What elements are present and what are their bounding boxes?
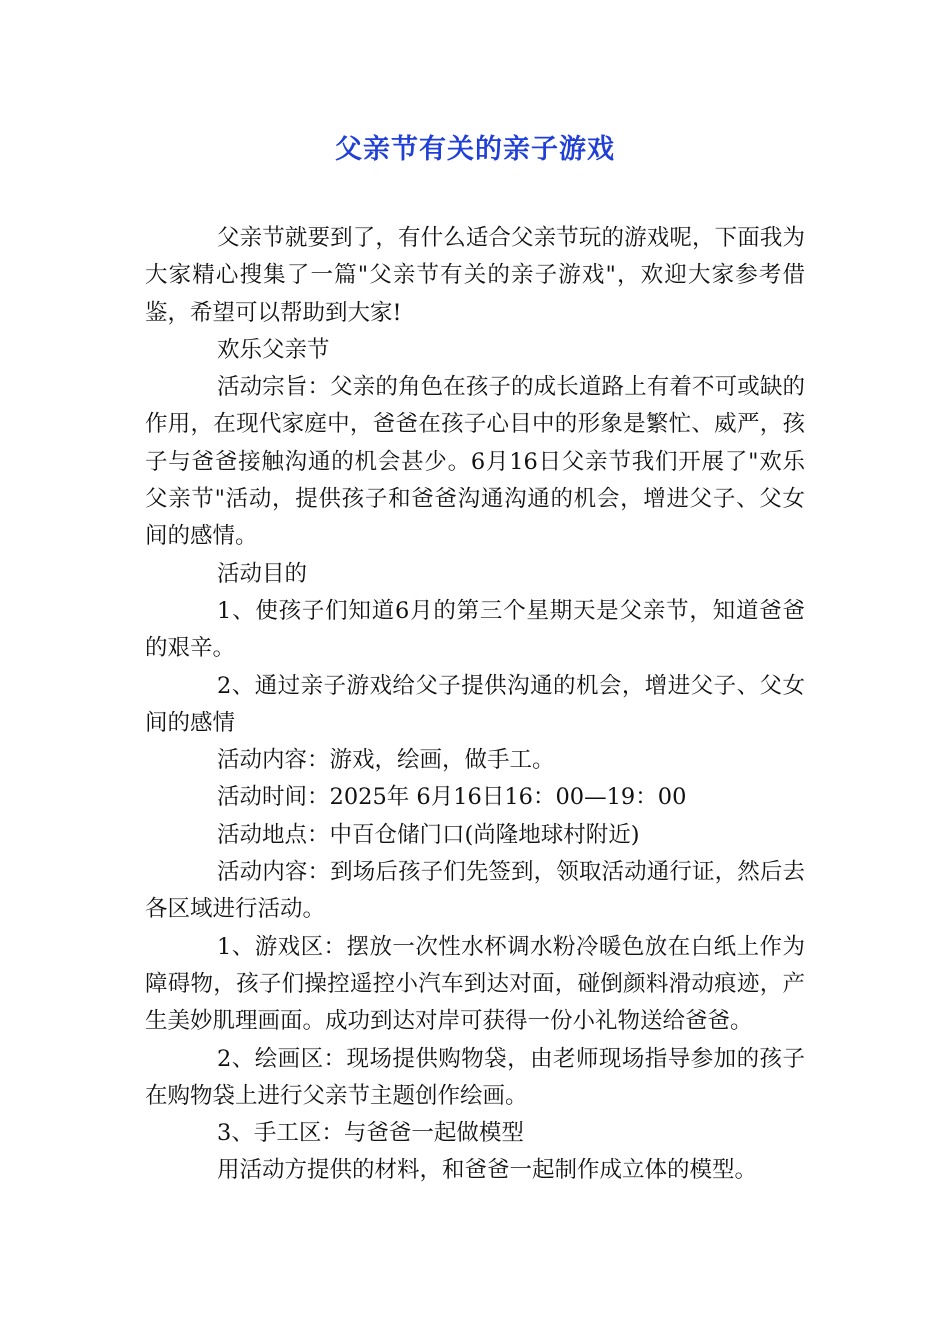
paragraph-purpose: 活动宗旨：父亲的角色在孩子的成长道路上有着不可或缺的作用，在现代家庭中，爸爸在孩子心目中的形象是繁忙、威严，孩子与爸爸接触沟通的机会甚少。6月16日父亲节我们开展了"欢乐父亲节"活动，提供孩子和爸爸沟通沟通的机会，增进父子、父女间的感情。 [145, 374, 805, 550]
paragraph-subtitle: 欢乐父亲节 [217, 336, 330, 363]
paragraph-time: 活动时间：2025年 6月16日16：00—19：00 [217, 784, 687, 811]
paragraph-goal-2: 2、通过亲子游戏给父子提供沟通的机会，增进父子、父女间的感情 [145, 672, 805, 736]
paragraph-content-detail: 活动内容：到场后孩子们先签到，领取活动通行证，然后去各区域进行活动。 [145, 859, 805, 923]
paragraph-location: 活动地点：中百仓储门口(尚隆地球村附近) [217, 821, 640, 848]
document-title: 父亲节有关的亲子游戏 [335, 134, 615, 165]
paragraph-content: 活动内容：游戏，绘画，做手工。 [217, 747, 555, 774]
paragraph-craft-area: 3、手工区：与爸爸一起做模型 [217, 1120, 524, 1147]
paragraph-goal-1: 1、使孩子们知道6月的第三个星期天是父亲节，知道爸爸的艰辛。 [145, 597, 805, 662]
paragraph-intro: 父亲节就要到了，有什么适合父亲节玩的游戏呢，下面我为大家精心搜集了一篇"父亲节有关的亲子游戏"，欢迎大家参考借鉴，希望可以帮助到大家! [145, 225, 805, 326]
paragraph-drawing-area: 2、绘画区：现场提供购物袋，由老师现场指导参加的孩子在购物袋上进行父亲节主题创作绘画。 [145, 1045, 805, 1109]
paragraph-goal-heading: 活动目的 [217, 560, 308, 587]
document-body [145, 220, 805, 1190]
paragraph-craft-detail: 用活动方提供的材料，和爸爸一起制作成立体的模型。 [217, 1157, 758, 1184]
paragraph-game-area: 1、游戏区：摆放一次性水杯调水粉冷暖色放在白纸上作为障碍物，孩子们操控遥控小汽车到达对面，碰倒颜料滑动痕迹，产生美妙肌理画面。成功到达对岸可获得一份小礼物送给爸爸。 [145, 933, 805, 1035]
